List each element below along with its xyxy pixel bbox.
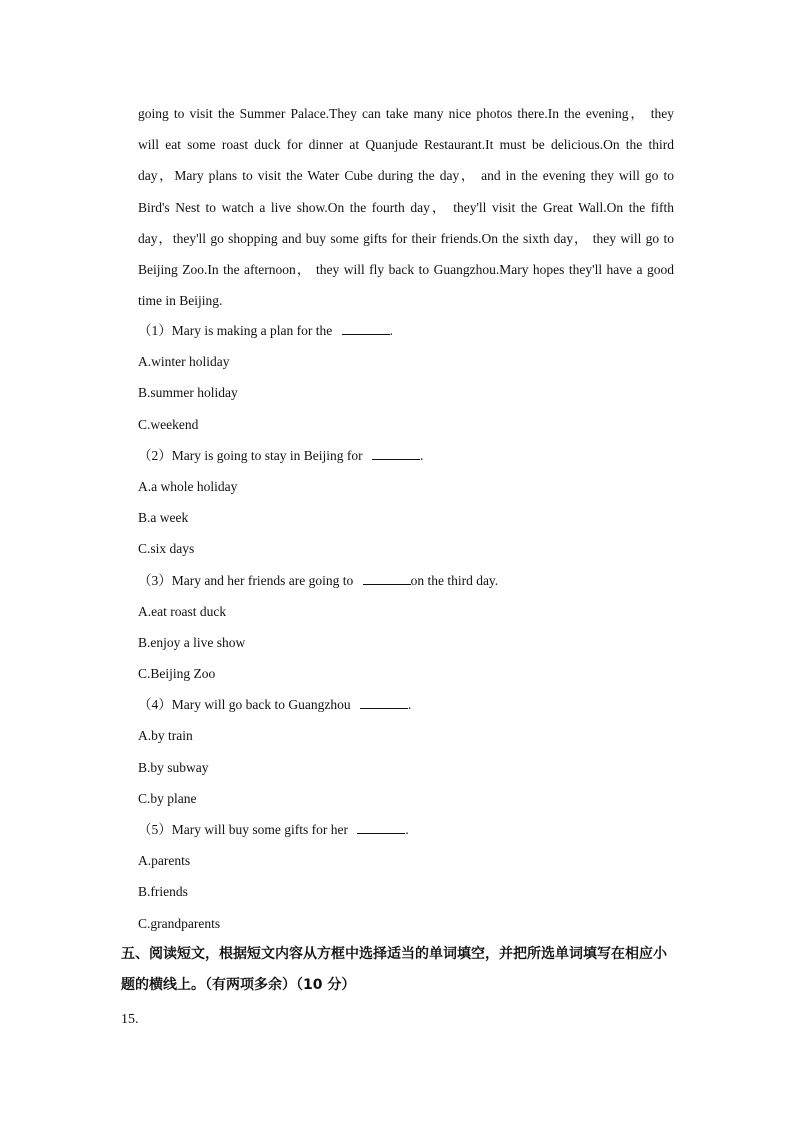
option-a: A.a whole holiday xyxy=(138,478,238,494)
question-tail: . xyxy=(405,822,409,837)
question-tail: . xyxy=(389,323,393,338)
passage-line: will eat some roast duck for dinner at Quanjude Restaurant.It must be delicious.On the third xyxy=(138,137,674,153)
answer-blank[interactable] xyxy=(372,445,420,460)
section-heading xyxy=(121,939,677,1001)
passage-line: going to visit the Summer Palace.They can take many nice photos there.In the evening， they xyxy=(138,106,674,121)
question-stem xyxy=(138,315,674,346)
answer-blank[interactable] xyxy=(363,570,411,585)
option-b: B.summer holiday xyxy=(138,385,238,401)
option-a: A.eat roast duck xyxy=(138,603,227,619)
option-a: A.by train xyxy=(138,728,193,744)
passage-line: time in Beijing. xyxy=(138,293,223,309)
question-stem xyxy=(138,689,674,720)
reading-passage xyxy=(138,98,674,316)
answer-blank[interactable] xyxy=(342,320,390,335)
passage-line: Beijing Zoo.In the afternoon， they will fly back to Guangzhou.Mary hopes they'll have a good xyxy=(138,262,674,278)
question-tail: . xyxy=(407,697,412,713)
option-a: A.parents xyxy=(138,853,191,869)
passage-line: day，Mary plans to visit the Water Cube during the day， and in the evening they will go to xyxy=(138,168,674,184)
question-list xyxy=(138,315,674,939)
option-b: B.friends xyxy=(138,884,188,900)
question-number: 15. xyxy=(121,1012,139,1027)
question-text: （5）Mary will buy some gifts for her xyxy=(138,822,348,837)
option-a: A.winter holiday xyxy=(138,354,230,370)
option-c: C.grandparents xyxy=(138,915,221,931)
answer-blank[interactable] xyxy=(357,819,405,834)
question-text: （1）Mary is making a plan for the xyxy=(138,323,333,338)
option-b: B.a week xyxy=(138,510,189,526)
option-c: C.six days xyxy=(138,541,195,557)
section-heading-line: 题的横线上。（有两项多余）（10 分） xyxy=(121,977,356,994)
passage-line: day，they'll go shopping and buy some gifts for their friends.On the sixth day， they will go to xyxy=(138,230,674,246)
question-stem xyxy=(138,565,674,596)
option-c: C.Beijing Zoo xyxy=(138,666,216,682)
option-b: B.by subway xyxy=(138,759,209,775)
question-tail: . xyxy=(419,447,424,463)
question-tail: on the third day. xyxy=(410,572,499,588)
option-c: C.weekend xyxy=(138,416,199,432)
option-c: C.by plane xyxy=(138,790,197,806)
question-text: （3）Mary and her friends are going to xyxy=(138,572,354,588)
option-b: B.enjoy a live show xyxy=(138,634,246,650)
passage-line: Bird's Nest to watch a live show.On the fourth day， they'll visit the Great Wall.On the fifth xyxy=(138,199,674,215)
question-stem xyxy=(138,440,674,471)
section-heading-line: 五、阅读短文，根据短文内容从方框中选择适当的单词填空，并把所选单词填写在相应小 xyxy=(121,946,667,962)
question-text: （4）Mary will go back to Guangzhou xyxy=(138,697,351,713)
answer-blank[interactable] xyxy=(360,694,408,709)
question-text: （2）Mary is going to stay in Beijing for xyxy=(138,447,363,463)
question-stem xyxy=(138,814,674,845)
